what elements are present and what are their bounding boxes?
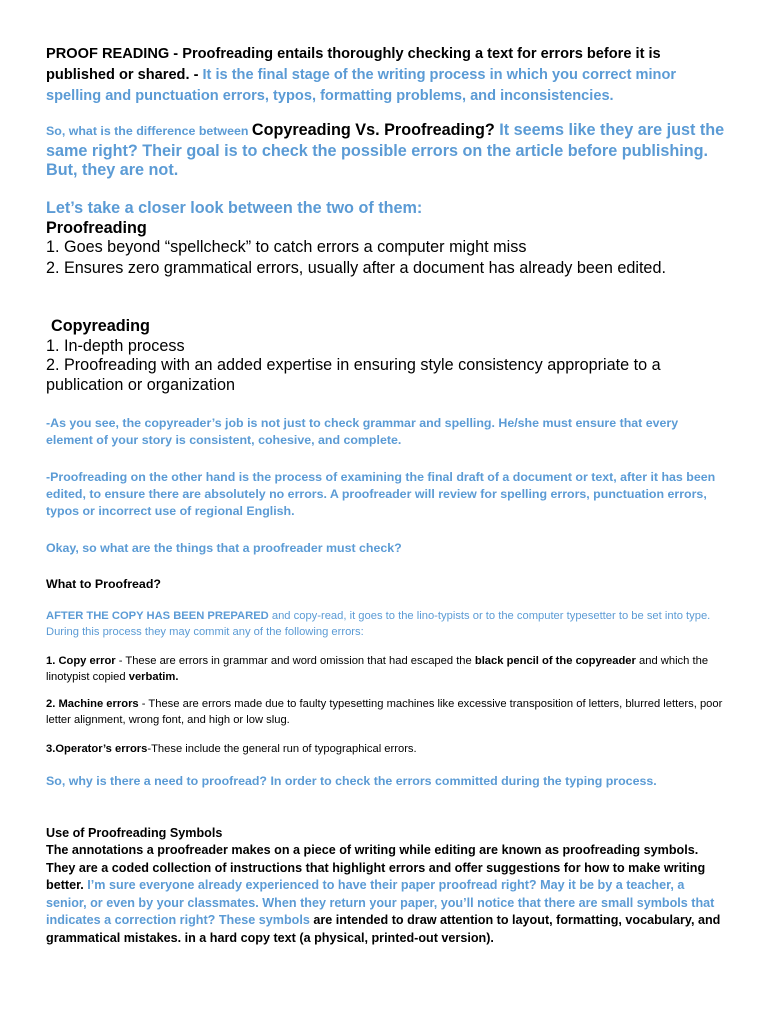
proofreading-paragraph: -Proofreading on the other hand is the process of examining the final draft of a document or text, after it has been edited, to ensure there are absolutely no errors. A proofreader will review for spelling errors, punctuation errors, typos or incorrect use of regional English. bbox=[46, 470, 716, 518]
difference-paragraph bbox=[46, 121, 726, 181]
why-proofread-paragraph: So, why is there a need to proofread? In order to check the errors committed during the typing process. bbox=[46, 774, 657, 788]
machine-error-label: 2. Machine errors bbox=[46, 698, 139, 710]
operator-error-item bbox=[46, 742, 726, 758]
after-copy-rest: and copy-read, it goes to the lino-typists or to the computer typesetter to be set into type. During this process they may commit any of the following errors: bbox=[46, 610, 711, 638]
after-copy-caps: AFTER THE COPY HAS BEEN PREPARED bbox=[46, 610, 269, 622]
proofreading-item-2: 2. Ensures zero grammatical errors, usually after a document has already been edited. bbox=[46, 259, 666, 277]
proofreader-question: Okay, so what are the things that a proofreader must check? bbox=[46, 541, 402, 555]
copy-error-text: - These are errors in grammar and word omission that had escaped the bbox=[115, 655, 475, 667]
symbols-text: The annotations a proofreader makes on a piece of writing while editing are known as proofreading symbols. They are a coded collection of instructions that highlight errors and offer suggestions for how to make writing better. bbox=[46, 843, 706, 892]
copy-error-label: 1. Copy error bbox=[46, 655, 116, 667]
proofreading-heading: Proofreading bbox=[46, 219, 147, 237]
copy-error-item bbox=[46, 654, 726, 685]
difference-topic: Copyreading Vs. Proofreading? bbox=[251, 121, 495, 139]
what-to-proofread-heading: What to Proofread? bbox=[46, 577, 161, 591]
copyreading-heading: Copyreading bbox=[51, 317, 150, 335]
after-copy-paragraph bbox=[46, 609, 726, 640]
symbols-paragraph bbox=[46, 842, 726, 947]
intro-definition-blue: It is the final stage of the writing process in which you correct minor spelling and punctuation errors, typos, formatting problems, and inconsistencies. bbox=[46, 67, 677, 104]
copyreader-paragraph: -As you see, the copyreader’s job is not just to check grammar and spelling. He/she must ensure that every element of your story is consistent, cohesive, and complete. bbox=[46, 416, 679, 447]
intro-label: PROOF READING - bbox=[46, 46, 183, 62]
difference-question: It seems like they are just the same right? Their goal is to check the possible errors on the article before publishing. But, they are not. bbox=[46, 121, 725, 179]
intro-definition: Proofreading entails thoroughly checking a text for errors before it is published or shared. - bbox=[46, 46, 661, 83]
machine-error-text: - These are errors made due to faulty typesetting machines like excessive transposition of letters, blurred letters, poor letter alignment, wrong font, and high or low slug. bbox=[46, 698, 723, 726]
copy-error-bold-2: verbatim. bbox=[128, 670, 179, 683]
copyreading-item-2: 2. Proofreading with an added expertise in ensuring style consistency appropriate to a publication or organization bbox=[46, 356, 661, 394]
copy-error-text-2: and which the linotypist copied bbox=[46, 655, 709, 683]
symbols-text-blue: I’m sure everyone already experienced to have their paper proofread right? May it be by a teacher, a senior, or even by your classmates. When they return your paper, you’ll notice that there are small symbols that indicates a correction right? These symbols bbox=[46, 878, 715, 927]
operator-error-label: 3.Operator’s errors bbox=[46, 743, 148, 755]
intro-paragraph bbox=[46, 44, 726, 107]
closer-look-heading: Let’s take a closer look between the two of them: bbox=[46, 199, 423, 217]
copyreading-item-1: 1. In-depth process bbox=[46, 337, 185, 355]
machine-error-item bbox=[46, 697, 726, 728]
proofreading-item-1: 1. Goes beyond “spellcheck” to catch errors a computer might miss bbox=[46, 238, 527, 256]
operator-error-text: -These include the general run of typographical errors. bbox=[147, 743, 417, 755]
symbols-text-2: are intended to draw attention to layout, formatting, vocabulary, and grammatical mistakes. in a hard copy text (a physical, printed-out version). bbox=[46, 913, 721, 945]
difference-lead: So, what is the difference between bbox=[46, 124, 252, 138]
copy-error-bold: black pencil of the copyreader bbox=[474, 655, 636, 667]
symbols-heading: Use of Proofreading Symbols bbox=[46, 826, 223, 840]
